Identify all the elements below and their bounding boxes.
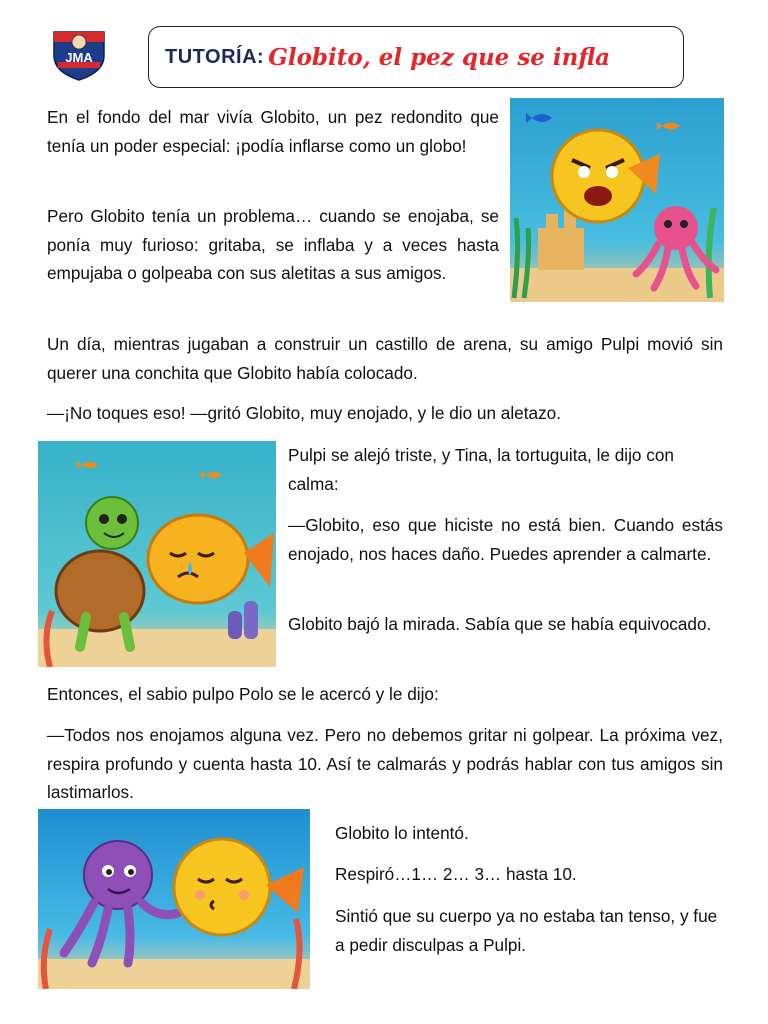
page-title: Globito, el pez que se infla: [268, 43, 610, 71]
angry-pufferfish-illustration: [510, 98, 724, 302]
turtle-and-sad-fish-illustration: [38, 441, 276, 667]
paragraph-8: Entonces, el sabio pulpo Polo se le acercó y le dijo:: [47, 684, 439, 704]
paragraph-11: Respiró…1… 2… 3… hasta 10.: [335, 864, 577, 884]
school-logo: [48, 26, 110, 82]
paragraph-7: Globito bajó la mirada. Sabía que se había equivocado.: [288, 614, 712, 634]
paragraph-5: Pulpi se alejó triste, y Tina, la tortuguita, le dijo con calma:: [288, 445, 674, 494]
logo-lettering: JMA: [65, 50, 93, 65]
paragraph-2: Pero Globito tenía un problema… cuando se enojaba, se ponía muy furioso: gritaba, se inflaba y a veces hasta empujaba o golpeaba con sus aletitas a sus amigos.: [47, 206, 499, 283]
paragraph-10: Globito lo intentó.: [335, 823, 469, 843]
paragraph-4: —¡No toques eso! —gritó Globito, muy enojado, y le dio un aletazo.: [47, 403, 561, 423]
title-box: [148, 26, 684, 88]
paragraph-12: Sintió que su cuerpo ya no estaba tan tenso, y fue a pedir disculpas a Pulpi.: [335, 906, 718, 955]
title-label: TUTORÍA:: [165, 45, 265, 68]
paragraph-6: —Globito, eso que hiciste no está bien. Cuando estás enojado, nos haces daño. Puedes aprender a calmarte.: [288, 515, 723, 564]
paragraph-3: Un día, mientras jugaban a construir un castillo de arena, su amigo Pulpi movió sin querer una conchita que Globito había colocado.: [47, 334, 723, 383]
paragraph-1: En el fondo del mar vivía Globito, un pez redondito que tenía un poder especial: ¡podía inflarse como un globo!: [47, 107, 499, 156]
octopus-and-calm-pufferfish-illustration: [38, 809, 310, 989]
paragraph-9: —Todos nos enojamos alguna vez. Pero no debemos gritar ni golpear. La próxima vez, respira profundo y cuenta hasta 10. Así te calmarás y podrás hablar con tus amigos sin lastimarlos.: [47, 725, 723, 802]
